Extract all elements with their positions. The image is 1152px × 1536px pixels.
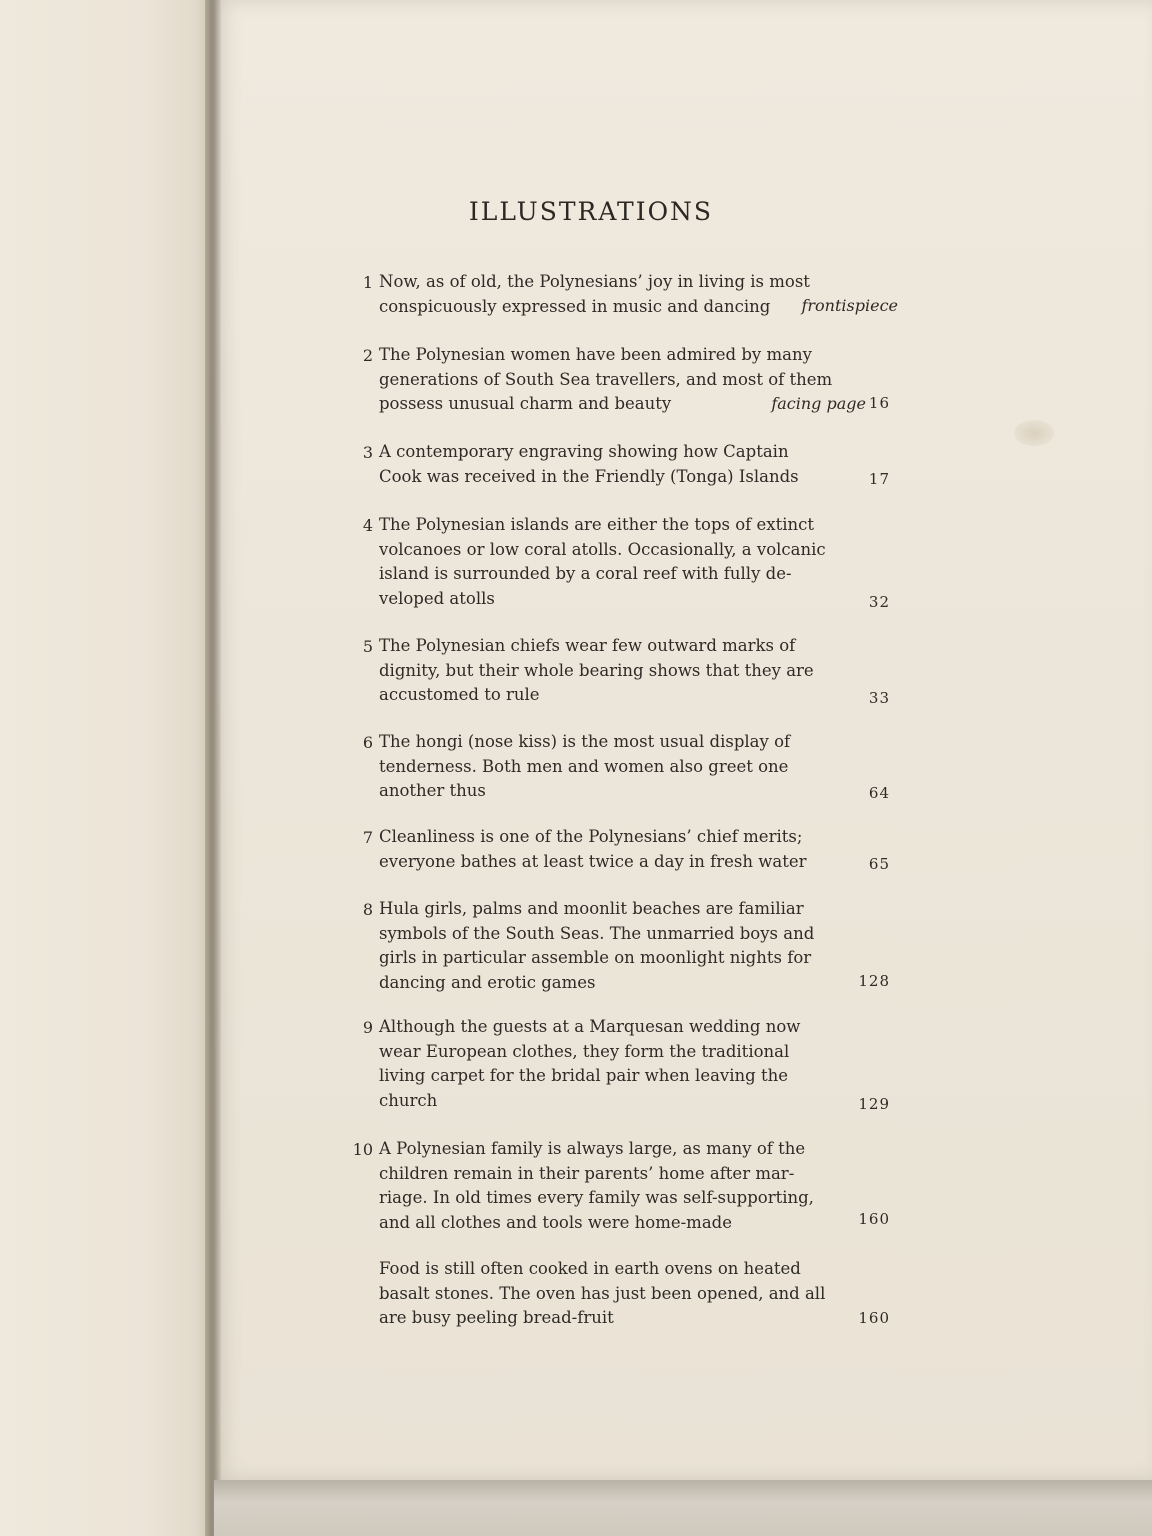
caption-line: dancing and erotic games <box>379 972 596 992</box>
entry-number: 4 <box>362 516 373 535</box>
caption-line: and all clothes and tools were home-made <box>379 1212 732 1232</box>
entry-number: 6 <box>362 733 373 752</box>
caption-line: Cleanliness is one of the Polynesians’ chief merits; <box>379 827 803 846</box>
entry-number: 9 <box>362 1018 373 1037</box>
caption-line: generations of South Sea travellers, and most of them <box>379 369 833 389</box>
left-page <box>0 0 212 1536</box>
caption-line: living carpet for the bridal pair when leaving the <box>379 1066 788 1085</box>
entry-page: 16 <box>868 394 890 412</box>
book-gutter <box>205 0 221 1536</box>
caption-line: are busy peeling bread-fruit <box>379 1308 614 1327</box>
entry-page: 65 <box>868 855 890 873</box>
page-edge <box>214 1480 1152 1536</box>
entry-caption <box>379 1257 839 1331</box>
caption-line: A contemporary engraving showing how Captain <box>379 442 789 461</box>
caption-line: The hongi (nose kiss) is the most usual display of <box>379 732 791 751</box>
caption-line: veloped atolls <box>379 588 495 608</box>
caption-line: possess unusual charm and beauty <box>379 394 672 413</box>
page-title: ILLUSTRATIONS <box>468 197 714 226</box>
caption-line: tenderness. Both men and women also greet one <box>379 756 789 776</box>
entry-number: 10 <box>352 1140 373 1159</box>
entry-number: 8 <box>362 900 373 919</box>
entry-page: 160 <box>858 1309 890 1327</box>
entry-page: 129 <box>858 1095 890 1113</box>
entry-number: 2 <box>362 346 373 365</box>
entry-caption <box>379 825 839 874</box>
entry-caption <box>379 1015 839 1113</box>
entry-page: 160 <box>858 1210 890 1228</box>
entry-page: frontispiece <box>801 296 898 315</box>
entry-caption <box>379 634 839 708</box>
caption-line: Hula girls, palms and moonlit beaches are familiar <box>379 899 804 918</box>
caption-line: accustomed to rule <box>379 685 540 704</box>
entry-page: 17 <box>868 470 890 488</box>
caption-line: A Polynesian family is always large, as many of the <box>379 1139 806 1158</box>
caption-line: The Polynesian islands are either the tops of extinct <box>379 515 815 534</box>
caption-line: island is surrounded by a coral reef with fully de- <box>379 564 792 583</box>
caption-line: wear European clothes, they form the traditional <box>379 1041 790 1061</box>
entry-caption <box>379 513 839 611</box>
entry-number: 5 <box>362 637 373 656</box>
caption-line: girls in particular assemble on moonlight nights for <box>379 948 812 967</box>
caption-line: everyone bathes at least twice a day in fresh water <box>379 851 807 871</box>
caption-line: The Polynesian chiefs wear few outward marks of <box>379 636 796 655</box>
entry-page: 33 <box>868 689 890 707</box>
caption-line: riage. In old times every family was self-supporting, <box>379 1188 814 1207</box>
entry-caption <box>379 730 839 804</box>
caption-line: Now, as of old, the Polynesians’ joy in living is most <box>379 272 810 291</box>
caption-line: another thus <box>379 781 486 800</box>
caption-line: Food is still often cooked in earth ovens on heated <box>379 1259 801 1278</box>
entry-number: 7 <box>362 828 373 847</box>
caption-line: volcanoes or low coral atolls. Occasionally, a volcanic <box>379 539 826 559</box>
entry-page: 64 <box>868 784 890 802</box>
entry-page: 128 <box>858 972 890 990</box>
entry-number: 1 <box>362 273 373 292</box>
caption-line: church <box>379 1090 438 1110</box>
caption-line: basalt stones. The oven has just been opened, and all <box>379 1283 826 1303</box>
entry-caption <box>379 270 839 319</box>
caption-line: The Polynesian women have been admired by many <box>379 345 812 364</box>
caption-line: Although the guests at a Marquesan wedding now <box>379 1017 801 1036</box>
caption-line: dignity, but their whole bearing shows that they are <box>379 660 814 680</box>
entry-caption <box>379 897 839 995</box>
entry-page: 32 <box>868 593 890 611</box>
entry-number: 3 <box>362 443 373 462</box>
entry-caption <box>379 1137 839 1235</box>
caption-line: children remain in their parents’ home after mar- <box>379 1163 795 1183</box>
caption-line: symbols of the South Seas. The unmarried boys and <box>379 923 815 943</box>
paper-stain <box>1014 420 1054 446</box>
entry-caption <box>379 343 839 417</box>
entry-caption <box>379 440 839 489</box>
caption-line: Cook was received in the Friendly (Tonga) Islands <box>379 466 799 486</box>
caption-line: conspicuously expressed in music and dancing <box>379 296 771 316</box>
facing-page-label: facing page <box>771 394 866 413</box>
